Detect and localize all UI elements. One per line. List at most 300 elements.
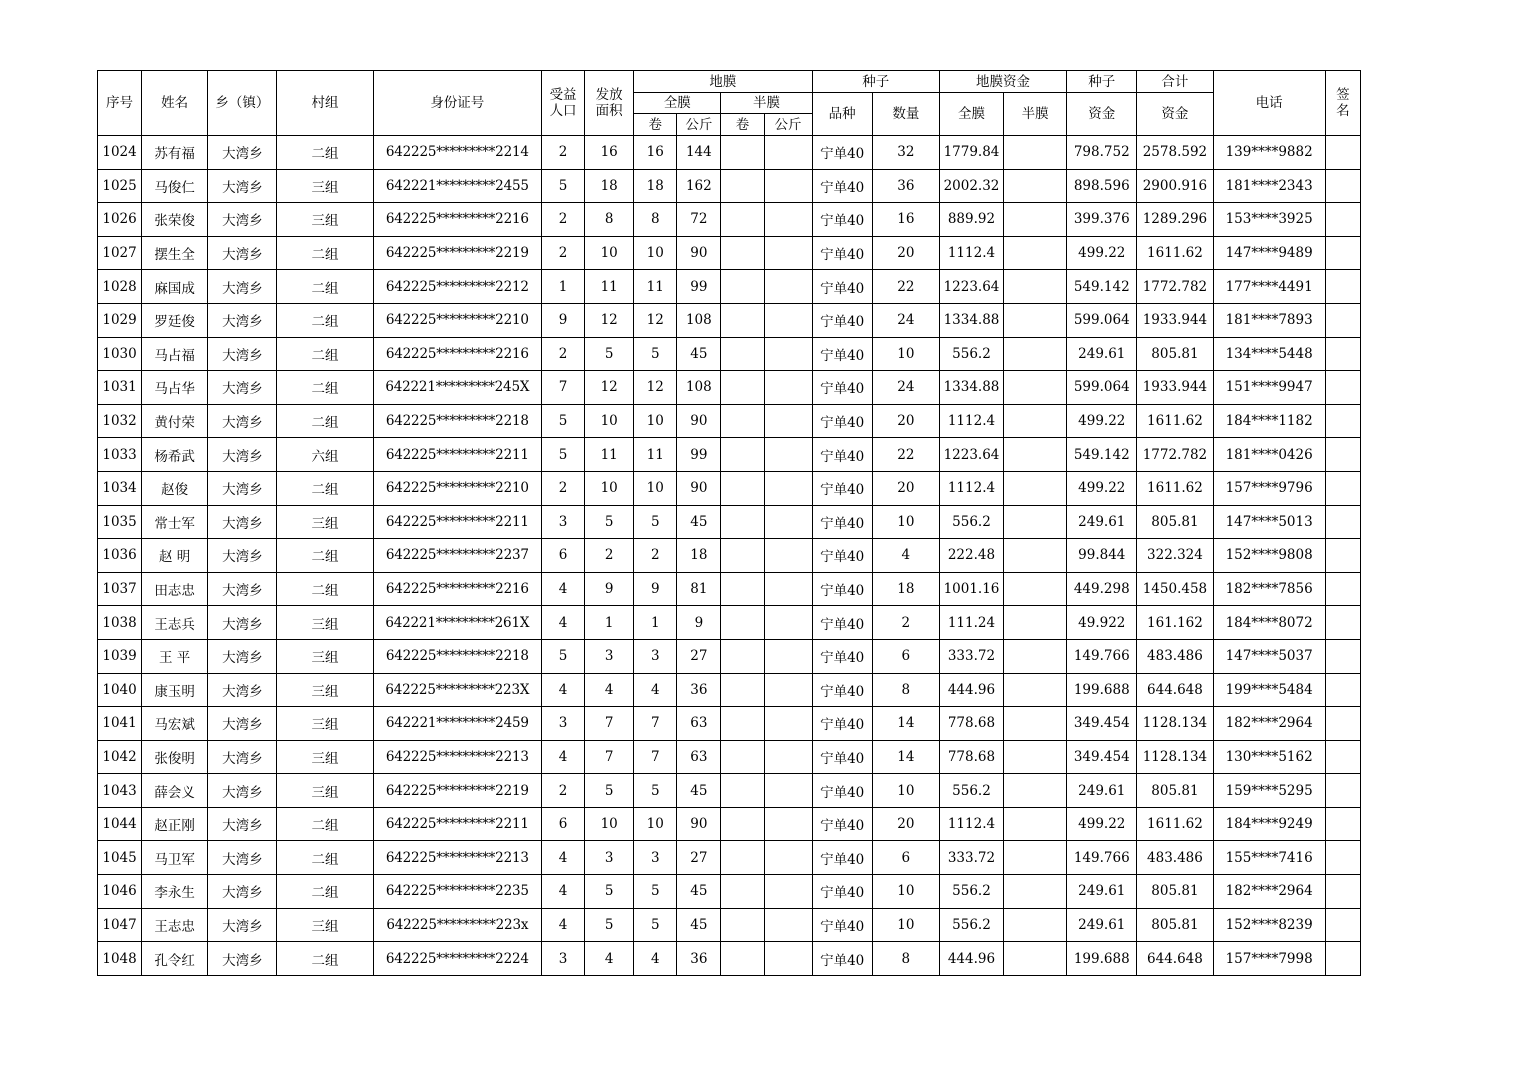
cell-seed-funds: 149.766: [1067, 841, 1137, 875]
cell-town: 大湾乡: [208, 270, 277, 304]
cell-seed-funds: 349.454: [1067, 740, 1137, 774]
cell-variety: 宁单40: [812, 908, 872, 942]
table-row: [98, 371, 1361, 405]
cell-phone: 153****3925: [1213, 203, 1325, 237]
cell-seed-funds: 898.596: [1067, 169, 1137, 203]
cell-total: 805.81: [1137, 337, 1213, 371]
cell-sign: [1325, 539, 1360, 573]
cell-kg-full: 18: [677, 539, 721, 573]
cell-roll-half: [721, 471, 764, 505]
header-name: 姓名: [142, 71, 208, 136]
cell-total: 1128.134: [1137, 740, 1213, 774]
cell-phone: 134****5448: [1213, 337, 1325, 371]
cell-funds-half: [1004, 875, 1067, 909]
cell-kg-half: [764, 606, 812, 640]
cell-roll-full: 10: [634, 471, 677, 505]
cell-kg-full: 108: [677, 371, 721, 405]
cell-roll-half: [721, 875, 764, 909]
header-funds-half: 半膜: [1004, 93, 1067, 136]
cell-roll-half: [721, 169, 764, 203]
cell-town: 大湾乡: [208, 606, 277, 640]
cell-quantity: 14: [872, 707, 939, 741]
cell-roll-half: [721, 774, 764, 808]
cell-sign: [1325, 740, 1360, 774]
cell-quantity: 32: [872, 136, 939, 170]
cell-variety: 宁单40: [812, 270, 872, 304]
cell-funds-half: [1004, 371, 1067, 405]
cell-sign: [1325, 841, 1360, 875]
cell-roll-full: 8: [634, 203, 677, 237]
cell-area: 10: [585, 807, 634, 841]
cell-area: 5: [585, 875, 634, 909]
cell-roll-full: 3: [634, 639, 677, 673]
cell-variety: 宁单40: [812, 572, 872, 606]
cell-id: 642225*********2218: [373, 404, 541, 438]
cell-population: 1: [542, 270, 585, 304]
cell-phone: 159****5295: [1213, 774, 1325, 808]
cell-seed-funds: 499.22: [1067, 404, 1137, 438]
cell-area: 5: [585, 908, 634, 942]
table-row: [98, 707, 1361, 741]
cell-quantity: 24: [872, 303, 939, 337]
cell-seq: 1039: [98, 639, 142, 673]
header-total-bottom: 资金: [1137, 93, 1213, 136]
cell-kg-full: 45: [677, 908, 721, 942]
cell-seq: 1048: [98, 942, 142, 976]
cell-funds-half: [1004, 404, 1067, 438]
cell-funds-full: 556.2: [939, 875, 1003, 909]
cell-phone: 182****2964: [1213, 875, 1325, 909]
cell-seed-funds: 499.22: [1067, 807, 1137, 841]
cell-id: 642221*********2455: [373, 169, 541, 203]
cell-phone: 157****9796: [1213, 471, 1325, 505]
cell-phone: 155****7416: [1213, 841, 1325, 875]
cell-area: 3: [585, 639, 634, 673]
cell-population: 3: [542, 505, 585, 539]
cell-area: 3: [585, 841, 634, 875]
cell-kg-half: [764, 505, 812, 539]
cell-town: 大湾乡: [208, 908, 277, 942]
cell-id: 642225*********2211: [373, 438, 541, 472]
table-row: [98, 236, 1361, 270]
cell-sign: [1325, 505, 1360, 539]
cell-seq: 1046: [98, 875, 142, 909]
cell-quantity: 8: [872, 942, 939, 976]
cell-quantity: 4: [872, 539, 939, 573]
cell-total: 2900.916: [1137, 169, 1213, 203]
cell-kg-full: 45: [677, 774, 721, 808]
cell-id: 642225*********2210: [373, 303, 541, 337]
cell-id: 642221*********245X: [373, 371, 541, 405]
cell-id: 642225*********2216: [373, 572, 541, 606]
cell-kg-half: [764, 471, 812, 505]
cell-quantity: 22: [872, 438, 939, 472]
cell-seed-funds: 449.298: [1067, 572, 1137, 606]
table-row: [98, 203, 1361, 237]
cell-population: 7: [542, 371, 585, 405]
table-row: [98, 270, 1361, 304]
cell-area: 11: [585, 270, 634, 304]
cell-funds-half: [1004, 572, 1067, 606]
cell-area: 5: [585, 337, 634, 371]
cell-seed-funds: 549.142: [1067, 270, 1137, 304]
cell-population: 5: [542, 169, 585, 203]
cell-total: 1611.62: [1137, 807, 1213, 841]
cell-kg-full: 162: [677, 169, 721, 203]
cell-kg-half: [764, 371, 812, 405]
cell-total: 805.81: [1137, 774, 1213, 808]
cell-id: 642225*********2213: [373, 841, 541, 875]
table-row: [98, 908, 1361, 942]
cell-name: 王 平: [142, 639, 208, 673]
cell-town: 大湾乡: [208, 169, 277, 203]
table-row: [98, 505, 1361, 539]
cell-id: 642225*********2216: [373, 203, 541, 237]
header-half-film: 半膜: [721, 93, 812, 114]
cell-kg-full: 45: [677, 337, 721, 371]
cell-roll-full: 7: [634, 707, 677, 741]
cell-funds-half: [1004, 606, 1067, 640]
cell-kg-half: [764, 270, 812, 304]
cell-area: 7: [585, 740, 634, 774]
cell-funds-full: 2002.32: [939, 169, 1003, 203]
cell-name: 张俊明: [142, 740, 208, 774]
cell-seq: 1028: [98, 270, 142, 304]
cell-quantity: 24: [872, 371, 939, 405]
cell-phone: 182****7856: [1213, 572, 1325, 606]
cell-kg-full: 45: [677, 875, 721, 909]
header-sign-line2: 名: [1336, 103, 1350, 119]
cell-roll-full: 11: [634, 438, 677, 472]
cell-id: 642225*********223x: [373, 908, 541, 942]
cell-area: 9: [585, 572, 634, 606]
cell-village: 三组: [277, 505, 373, 539]
cell-village: 二组: [277, 371, 373, 405]
cell-seq: 1031: [98, 371, 142, 405]
cell-town: 大湾乡: [208, 841, 277, 875]
cell-kg-half: [764, 337, 812, 371]
cell-seq: 1041: [98, 707, 142, 741]
cell-kg-full: 72: [677, 203, 721, 237]
cell-village: 三组: [277, 707, 373, 741]
table-row: [98, 572, 1361, 606]
cell-name: 罗廷俊: [142, 303, 208, 337]
cell-population: 4: [542, 908, 585, 942]
cell-roll-half: [721, 136, 764, 170]
cell-variety: 宁单40: [812, 807, 872, 841]
header-funds-full: 全膜: [939, 93, 1003, 136]
cell-phone: 147****9489: [1213, 236, 1325, 270]
cell-population: 6: [542, 539, 585, 573]
cell-village: 二组: [277, 942, 373, 976]
cell-kg-half: [764, 236, 812, 270]
cell-funds-half: [1004, 908, 1067, 942]
cell-roll-half: [721, 371, 764, 405]
cell-area: 12: [585, 371, 634, 405]
cell-population: 5: [542, 438, 585, 472]
cell-quantity: 36: [872, 169, 939, 203]
cell-name: 赵正刚: [142, 807, 208, 841]
cell-kg-half: [764, 875, 812, 909]
cell-sign: [1325, 337, 1360, 371]
cell-population: 2: [542, 471, 585, 505]
cell-village: 二组: [277, 807, 373, 841]
cell-roll-half: [721, 438, 764, 472]
cell-town: 大湾乡: [208, 404, 277, 438]
cell-roll-full: 5: [634, 337, 677, 371]
cell-total: 805.81: [1137, 908, 1213, 942]
cell-quantity: 20: [872, 471, 939, 505]
cell-id: 642225*********2211: [373, 505, 541, 539]
cell-total: 1611.62: [1137, 236, 1213, 270]
cell-town: 大湾乡: [208, 673, 277, 707]
cell-population: 2: [542, 337, 585, 371]
cell-name: 李永生: [142, 875, 208, 909]
cell-population: 3: [542, 942, 585, 976]
cell-seq: 1045: [98, 841, 142, 875]
cell-kg-half: [764, 942, 812, 976]
cell-roll-half: [721, 908, 764, 942]
cell-area: 10: [585, 471, 634, 505]
cell-total: 1772.782: [1137, 270, 1213, 304]
cell-quantity: 10: [872, 875, 939, 909]
cell-roll-full: 4: [634, 942, 677, 976]
cell-funds-half: [1004, 303, 1067, 337]
cell-village: 三组: [277, 673, 373, 707]
cell-roll-half: [721, 505, 764, 539]
cell-seed-funds: 199.688: [1067, 942, 1137, 976]
cell-funds-half: [1004, 337, 1067, 371]
cell-id: 642225*********223X: [373, 673, 541, 707]
cell-village: 三组: [277, 169, 373, 203]
cell-kg-half: [764, 572, 812, 606]
cell-variety: 宁单40: [812, 169, 872, 203]
cell-kg-half: [764, 303, 812, 337]
cell-quantity: 20: [872, 807, 939, 841]
cell-roll-half: [721, 942, 764, 976]
header-area-line1: 发放: [595, 87, 623, 103]
cell-variety: 宁单40: [812, 639, 872, 673]
cell-area: 5: [585, 774, 634, 808]
cell-roll-full: 9: [634, 572, 677, 606]
cell-roll-half: [721, 740, 764, 774]
cell-seq: 1037: [98, 572, 142, 606]
cell-funds-full: 222.48: [939, 539, 1003, 573]
cell-kg-full: 90: [677, 807, 721, 841]
cell-name: 黄付荣: [142, 404, 208, 438]
cell-variety: 宁单40: [812, 774, 872, 808]
cell-phone: 139****9882: [1213, 136, 1325, 170]
table-row: [98, 471, 1361, 505]
table-row: [98, 875, 1361, 909]
header-film: 地膜: [634, 71, 812, 93]
cell-village: 二组: [277, 236, 373, 270]
cell-roll-half: [721, 707, 764, 741]
cell-name: 王志忠: [142, 908, 208, 942]
cell-quantity: 22: [872, 270, 939, 304]
cell-funds-full: 1223.64: [939, 438, 1003, 472]
cell-name: 赵俊: [142, 471, 208, 505]
cell-village: 三组: [277, 639, 373, 673]
cell-town: 大湾乡: [208, 505, 277, 539]
table-header: [98, 71, 1361, 136]
cell-seed-funds: 499.22: [1067, 236, 1137, 270]
cell-seed-funds: 99.844: [1067, 539, 1137, 573]
cell-variety: 宁单40: [812, 740, 872, 774]
table-row: [98, 606, 1361, 640]
cell-phone: 184****9249: [1213, 807, 1325, 841]
cell-phone: 157****7998: [1213, 942, 1325, 976]
cell-name: 孔令红: [142, 942, 208, 976]
cell-kg-half: [764, 438, 812, 472]
cell-funds-half: [1004, 807, 1067, 841]
header-village: 村组: [277, 71, 373, 136]
cell-funds-full: 333.72: [939, 639, 1003, 673]
cell-kg-half: [764, 673, 812, 707]
table-row: [98, 740, 1361, 774]
cell-town: 大湾乡: [208, 774, 277, 808]
header-seq: 序号: [98, 71, 142, 136]
cell-funds-full: 1001.16: [939, 572, 1003, 606]
cell-area: 12: [585, 303, 634, 337]
cell-quantity: 20: [872, 236, 939, 270]
cell-seed-funds: 149.766: [1067, 639, 1137, 673]
cell-funds-half: [1004, 841, 1067, 875]
cell-total: 1289.296: [1137, 203, 1213, 237]
cell-funds-full: 1223.64: [939, 270, 1003, 304]
header-area-line2: 面积: [595, 103, 623, 119]
cell-funds-full: 1334.88: [939, 371, 1003, 405]
cell-quantity: 6: [872, 841, 939, 875]
cell-phone: 177****4491: [1213, 270, 1325, 304]
cell-quantity: 10: [872, 908, 939, 942]
cell-seed-funds: 199.688: [1067, 673, 1137, 707]
cell-seq: 1026: [98, 203, 142, 237]
cell-sign: [1325, 303, 1360, 337]
cell-id: 642225*********2218: [373, 639, 541, 673]
cell-seed-funds: 249.61: [1067, 774, 1137, 808]
cell-funds-full: 1334.88: [939, 303, 1003, 337]
cell-total: 1772.782: [1137, 438, 1213, 472]
cell-phone: 199****5484: [1213, 673, 1325, 707]
cell-name: 张荣俊: [142, 203, 208, 237]
cell-village: 二组: [277, 404, 373, 438]
cell-seq: 1033: [98, 438, 142, 472]
cell-name: 常士军: [142, 505, 208, 539]
cell-name: 摆生全: [142, 236, 208, 270]
cell-name: 马俊仁: [142, 169, 208, 203]
cell-town: 大湾乡: [208, 807, 277, 841]
cell-seq: 1024: [98, 136, 142, 170]
cell-variety: 宁单40: [812, 404, 872, 438]
cell-kg-full: 99: [677, 438, 721, 472]
cell-funds-half: [1004, 471, 1067, 505]
cell-id: 642225*********2210: [373, 471, 541, 505]
cell-id: 642225*********2216: [373, 337, 541, 371]
header-seed-funds-top: 种子: [1067, 71, 1137, 93]
cell-variety: 宁单40: [812, 875, 872, 909]
cell-seq: 1029: [98, 303, 142, 337]
cell-seq: 1044: [98, 807, 142, 841]
cell-village: 二组: [277, 875, 373, 909]
cell-seed-funds: 599.064: [1067, 303, 1137, 337]
cell-population: 4: [542, 572, 585, 606]
cell-roll-half: [721, 270, 764, 304]
table-row: [98, 404, 1361, 438]
cell-phone: 181****0426: [1213, 438, 1325, 472]
cell-kg-full: 81: [677, 572, 721, 606]
cell-funds-full: 444.96: [939, 942, 1003, 976]
cell-id: 642225*********2211: [373, 807, 541, 841]
cell-name: 田志忠: [142, 572, 208, 606]
cell-phone: 130****5162: [1213, 740, 1325, 774]
cell-population: 2: [542, 136, 585, 170]
cell-name: 马占华: [142, 371, 208, 405]
cell-funds-half: [1004, 639, 1067, 673]
cell-name: 苏有福: [142, 136, 208, 170]
cell-id: 642221*********261X: [373, 606, 541, 640]
cell-funds-half: [1004, 673, 1067, 707]
header-population-line2: 人口: [549, 103, 577, 119]
cell-sign: [1325, 236, 1360, 270]
cell-kg-full: 45: [677, 505, 721, 539]
cell-funds-half: [1004, 236, 1067, 270]
cell-total: 483.486: [1137, 841, 1213, 875]
cell-town: 大湾乡: [208, 942, 277, 976]
cell-seed-funds: 499.22: [1067, 471, 1137, 505]
cell-kg-half: [764, 639, 812, 673]
cell-total: 1611.62: [1137, 404, 1213, 438]
cell-seed-funds: 249.61: [1067, 505, 1137, 539]
cell-funds-half: [1004, 942, 1067, 976]
cell-variety: 宁单40: [812, 371, 872, 405]
cell-variety: 宁单40: [812, 707, 872, 741]
cell-variety: 宁单40: [812, 438, 872, 472]
cell-area: 4: [585, 673, 634, 707]
cell-kg-full: 27: [677, 639, 721, 673]
cell-quantity: 20: [872, 404, 939, 438]
cell-variety: 宁单40: [812, 841, 872, 875]
header-quantity: 数量: [872, 93, 939, 136]
cell-population: 5: [542, 404, 585, 438]
cell-sign: [1325, 807, 1360, 841]
cell-id: 642225*********2212: [373, 270, 541, 304]
header-population-line1: 受益: [549, 87, 577, 103]
cell-roll-half: [721, 673, 764, 707]
cell-area: 7: [585, 707, 634, 741]
cell-funds-half: [1004, 774, 1067, 808]
cell-roll-full: 5: [634, 908, 677, 942]
cell-roll-half: [721, 203, 764, 237]
cell-kg-half: [764, 841, 812, 875]
cell-phone: 152****9808: [1213, 539, 1325, 573]
cell-funds-full: 556.2: [939, 505, 1003, 539]
cell-village: 三组: [277, 740, 373, 774]
cell-quantity: 18: [872, 572, 939, 606]
table-row: [98, 942, 1361, 976]
cell-town: 大湾乡: [208, 471, 277, 505]
cell-funds-full: 333.72: [939, 841, 1003, 875]
cell-population: 5: [542, 639, 585, 673]
header-phone: 电话: [1213, 71, 1325, 136]
cell-town: 大湾乡: [208, 539, 277, 573]
cell-total: 1128.134: [1137, 707, 1213, 741]
cell-seq: 1032: [98, 404, 142, 438]
cell-phone: 182****2964: [1213, 707, 1325, 741]
cell-population: 4: [542, 740, 585, 774]
cell-town: 大湾乡: [208, 438, 277, 472]
cell-sign: [1325, 471, 1360, 505]
